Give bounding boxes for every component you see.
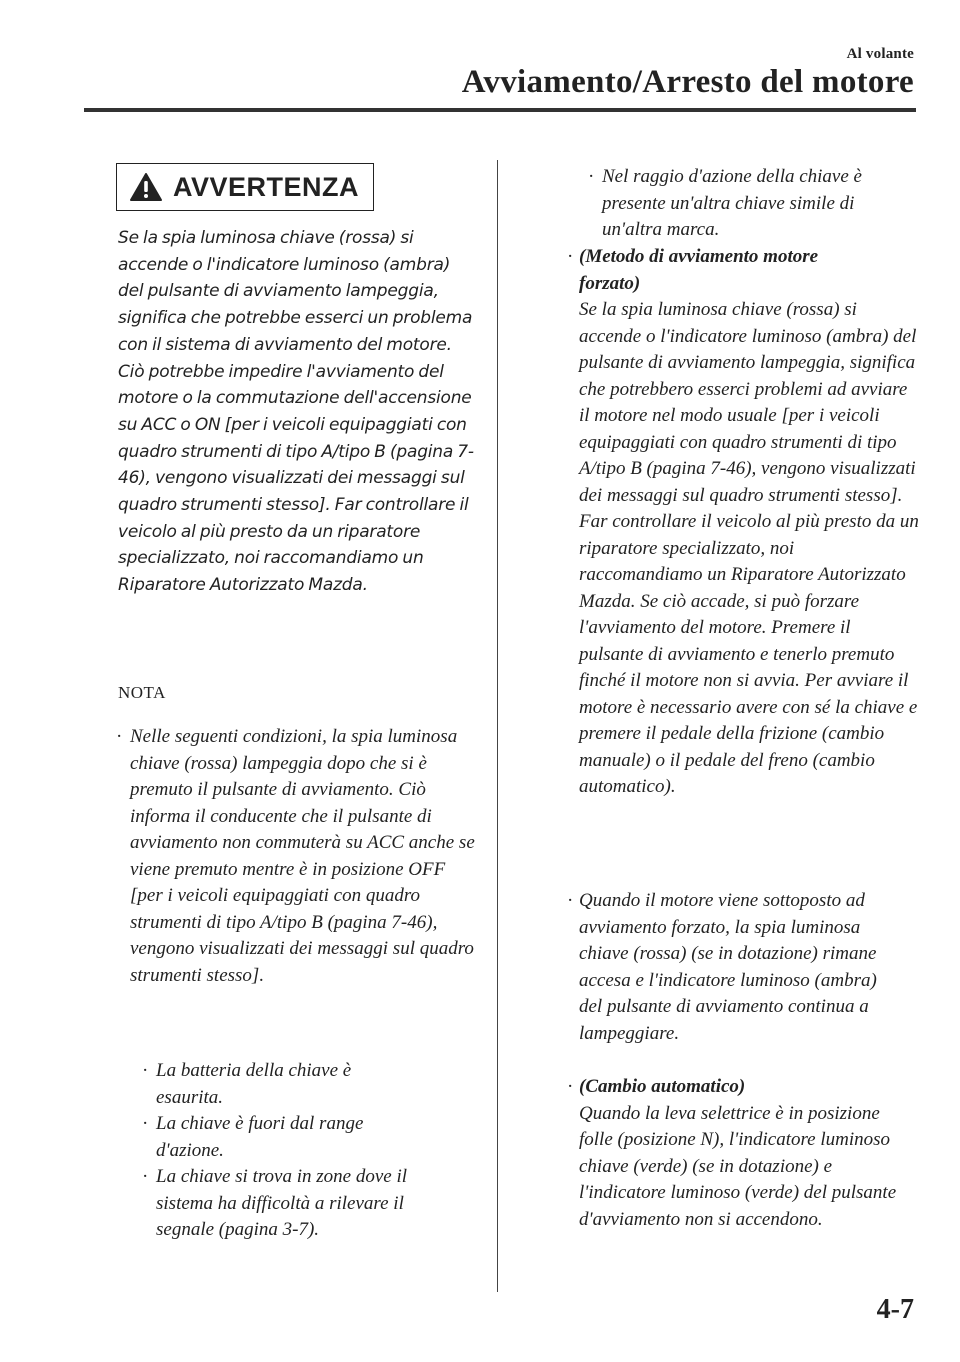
column-divider <box>497 160 498 1292</box>
header-section: Al volante <box>846 46 914 62</box>
bullet-dot: · <box>567 890 574 911</box>
sub-bullet-2 <box>142 1111 442 1164</box>
sub-bullet-4 <box>588 164 918 244</box>
note-label: NOTA <box>118 683 166 702</box>
bullet-dot: · <box>116 726 123 747</box>
page-title: Avviamento/Arresto del motore <box>461 64 914 100</box>
note-bullet-2-text: Se la spia luminosa chiave (rossa) si accende o l'indicatore luminoso (ambra) del pulsante di avviamento lampeggia, significa che potrebbero esserci problemi ad avviare il motore nel modo usuale [per i veicoli equipaggiati con quadro strumenti di tipo A/tipo B (pagina 7-46), vengono visualizzati dei messaggi sul quadro strumenti stesso]. Far controllare il veicolo al più presto da un riparatore specializzato, noi raccomandiamo un Riparatore Autorizzato Mazda. Se ciò accade, si può forzare l'avviamento del motore. Premere il pulsante di avviamento e tenerlo premuto finché il motore non si avvia. Per avviare il motore è necessario avere con sé la chiave e premere il pedale della frizione (cambio manuale) o il pedale del freno (cambio automatico). <box>579 299 919 797</box>
note-bullet-3 <box>567 888 919 1047</box>
page-number: 4-7 <box>876 1294 914 1325</box>
note-bullet-4 <box>567 1074 919 1233</box>
sub-bullet-3 <box>142 1164 462 1244</box>
bullet-dot: · <box>142 1060 149 1081</box>
note-bullet-2-heading: (Metodo di avviamento motore forzato) <box>579 246 819 294</box>
bullet-dot: · <box>567 246 574 267</box>
bullet-dot: · <box>567 1076 574 1097</box>
sub-bullet-1-text: La batteria della chiave è esaurita. <box>156 1060 352 1108</box>
note-bullet-4-text: Quando la leva selettrice è in posizione folle (posizione N), l'indicatore luminoso chiave (verde) (se in dotazione) e l'indicatore luminoso (verde) del pulsante d'avviamento non si accendono. <box>579 1102 897 1230</box>
warning-text: Se la spia luminosa chiave (rossa) si accende o l'indicatore luminoso (ambra) del pulsante di avviamento lampeggia, significa che potrebbe esserci un problema con il sistema di avviamento del motore. Ciò potrebbe impedire l'avviamento del motore o la commutazione dell'accensione su ACC o ON [per i veicoli equipaggiati con quadro strumenti di tipo A/tipo B (pagina 7-46), vengono visualizzati dei messaggi sul quadro strumenti stesso]. Far controllare il veicolo al più presto da un riparatore specializzato, noi raccomandiamo un Riparatore Autorizzato Mazda. <box>118 228 474 596</box>
bullet-dot: · <box>142 1113 149 1134</box>
bullet-dot: · <box>588 166 595 187</box>
warning-box <box>116 163 374 211</box>
note-bullet-1 <box>116 724 478 989</box>
warning-triangle-icon <box>129 172 163 202</box>
sub-bullet-4-text: Nel raggio d'azione della chiave è presente un'altra chiave simile di un'altra marca. <box>602 166 862 240</box>
warning-title: AVVERTENZA <box>173 171 360 202</box>
sub-bullet-1 <box>142 1058 442 1111</box>
note-bullet-3-text: Quando il motore viene sottoposto ad avviamento forzato, la spia luminosa chiave (rossa) (se in dotazione) rimane accesa e l'indicatore luminoso (ambra) del pulsante di avviamento continua a lampeggiare. <box>579 890 877 1044</box>
note-bullet-1-text: Nelle seguenti condizioni, la spia luminosa chiave (rossa) lampeggia dopo che si è premuto il pulsante di avviamento. Ciò informa il conducente che il pulsante di avviamento non commuterà su ACC anche se viene premuto mentre è in posizione OFF [per i veicoli equipaggiati con quadro strumenti di tipo A/tipo B (pagina 7-46), vengono visualizzati dei messaggi sul quadro strumenti stesso]. <box>130 726 475 986</box>
sub-bullet-3-text: La chiave si trova in zone dove il sistema ha difficoltà a rilevare il segnale (pagina 3-7). <box>156 1166 407 1240</box>
note-bullet-2 <box>567 244 919 801</box>
note-bullet-4-heading: (Cambio automatico) <box>579 1076 746 1097</box>
header-rule <box>84 108 916 112</box>
sub-bullet-2-text: La chiave è fuori dal range d'azione. <box>156 1113 364 1161</box>
bullet-dot: · <box>142 1166 149 1187</box>
